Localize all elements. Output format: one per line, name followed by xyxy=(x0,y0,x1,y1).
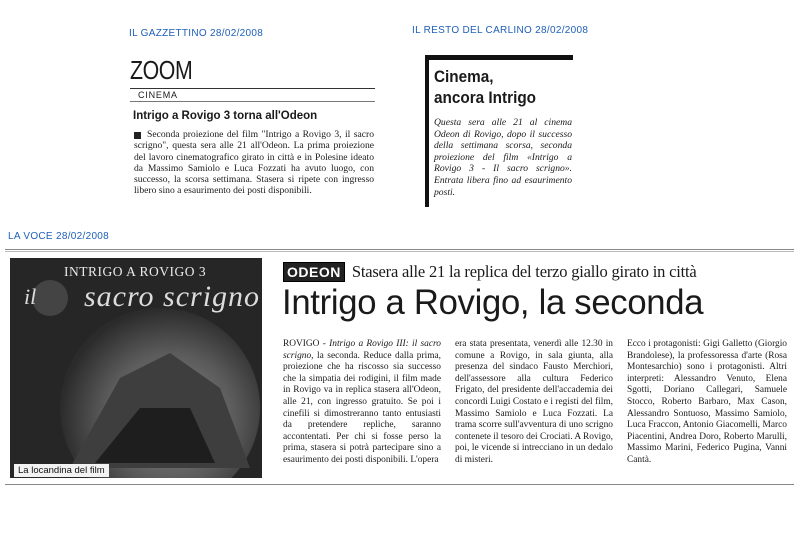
odeon-tag: ODEON xyxy=(283,262,345,282)
carlino-title-line1: Cinema, xyxy=(434,67,494,86)
carlino-source-label: IL RESTO DEL CARLINO 28/02/2008 xyxy=(412,25,589,36)
voce-headline: Intrigo a Rovigo, la seconda xyxy=(282,283,704,322)
poster-caption: La locandina del film xyxy=(14,464,109,477)
voce-column-1 xyxy=(283,339,441,467)
gazzettino-rule xyxy=(130,88,375,89)
gazzettino-rubric: CINEMA xyxy=(138,90,178,100)
gazzettino-headline: Intrigo a Rovigo 3 torna all'Odeon xyxy=(133,110,318,122)
film-poster xyxy=(10,258,262,478)
carlino-title-line2: ancora Intrigo xyxy=(434,88,537,107)
voce-bottom-rule xyxy=(5,484,794,485)
gazzettino-rule-2 xyxy=(130,101,375,102)
voce-film-title: Intrigo a Rovigo III: il sacro scrigno xyxy=(283,339,441,361)
gazzettino-section-title: ZOOM xyxy=(130,55,193,85)
carlino-clipping xyxy=(425,55,573,215)
voce-source-label: LA VOCE 28/02/2008 xyxy=(8,231,110,242)
voce-top-rule xyxy=(5,249,794,250)
gazzettino-source-label: IL GAZZETTINO 28/02/2008 xyxy=(129,28,264,39)
poster-title: INTRIGO A ROVIGO 3 xyxy=(64,264,207,279)
carlino-left-bar xyxy=(425,55,429,207)
gazzettino-clipping xyxy=(130,50,375,225)
voce-column-3: Ecco i protagonisti: Gigi Galletto (Giorgio Brandolese), la professoressa d'arte (Rosa Montesarchio) sono i protagonisti. Altri interpreti: Alessandro Venuto, Elena Sgotti, Doriano Callegari, Samuele Stocco, Roberto Barbaro, Max Cason, Alessandro Sontuoso, Massimo Samiolo, Luca Fraccon, Antonio Giacomelli, Marco Piacentini, Andrea Doro, Roberto Marulli, Massimo Marini, Federico Pugina, Vanni Cantà. xyxy=(627,339,787,465)
gazzettino-body: Seconda proiezione del film "Intrigo a Rovigo 3, il sacro scrigno", questa sera alle 21 all'Odeon. La prima proiezione del lavoro cinematografico girato in città e in Polesine ideato da Massimo Samiolo e Luca Fozzati ha avuto luogo, con successo, la scorsa settimana. Stasera si ripete con ingresso libero sino a esaurimento dei posti disponibili. xyxy=(134,129,374,197)
kicker-text: Stasera alle 21 la replica del terzo giallo girato in città xyxy=(351,262,697,281)
voce-column-1-text: , la seconda. Reduce dalla prima, proiezione che ha riscosso sia successo che la simpatia dei rodigini, il film made in Rovigo va in replica stasera all'Odeon, alle 21, con ingresso gratuito. Se poi i cinefili si dimostreranno tanto entusiasti da pretendere repliche, saranno accontentati. Per chi si fosse perso la prima, stasera si potrà partecipare sino a esaurimento dei posti disponibili. L'opera xyxy=(283,350,441,465)
voce-column-2: era stata presentata, venerdì alle 12.30 in comune a Rovigo, in sala giunta, alla presenza del sindaco Fausto Merchiori, dell'assessore alla cultura Federico Frigato, del presidente dell'accademia dei concordi Luigi Costato e i registi del film, Massimo Samiolo e Luca Fozzati. La trama scorre sull'avventura di uno scrigno contenete il tesoro dei Crociati. A Rovigo, poi, le vicende si intrecciano in un dedalo di misteri. xyxy=(455,339,613,465)
carlino-top-bar xyxy=(425,55,573,60)
poster-subtitle-left: il xyxy=(24,284,37,309)
voce-dateline: ROVIGO - xyxy=(283,339,330,349)
carlino-body: Questa sera alle 21 al cinema Odeon di Rovigo, dopo il successo della settimana scorsa, seconda proiezione del film «Intrigo a Rovigo 3 - Il sacro scrigno». Entrata libera fino ad esaurimento posti. xyxy=(434,117,572,198)
poster-subtitle-right: sacro scrigno xyxy=(84,280,261,313)
voce-kicker xyxy=(283,262,793,282)
voce-top-rule-2 xyxy=(5,251,794,252)
